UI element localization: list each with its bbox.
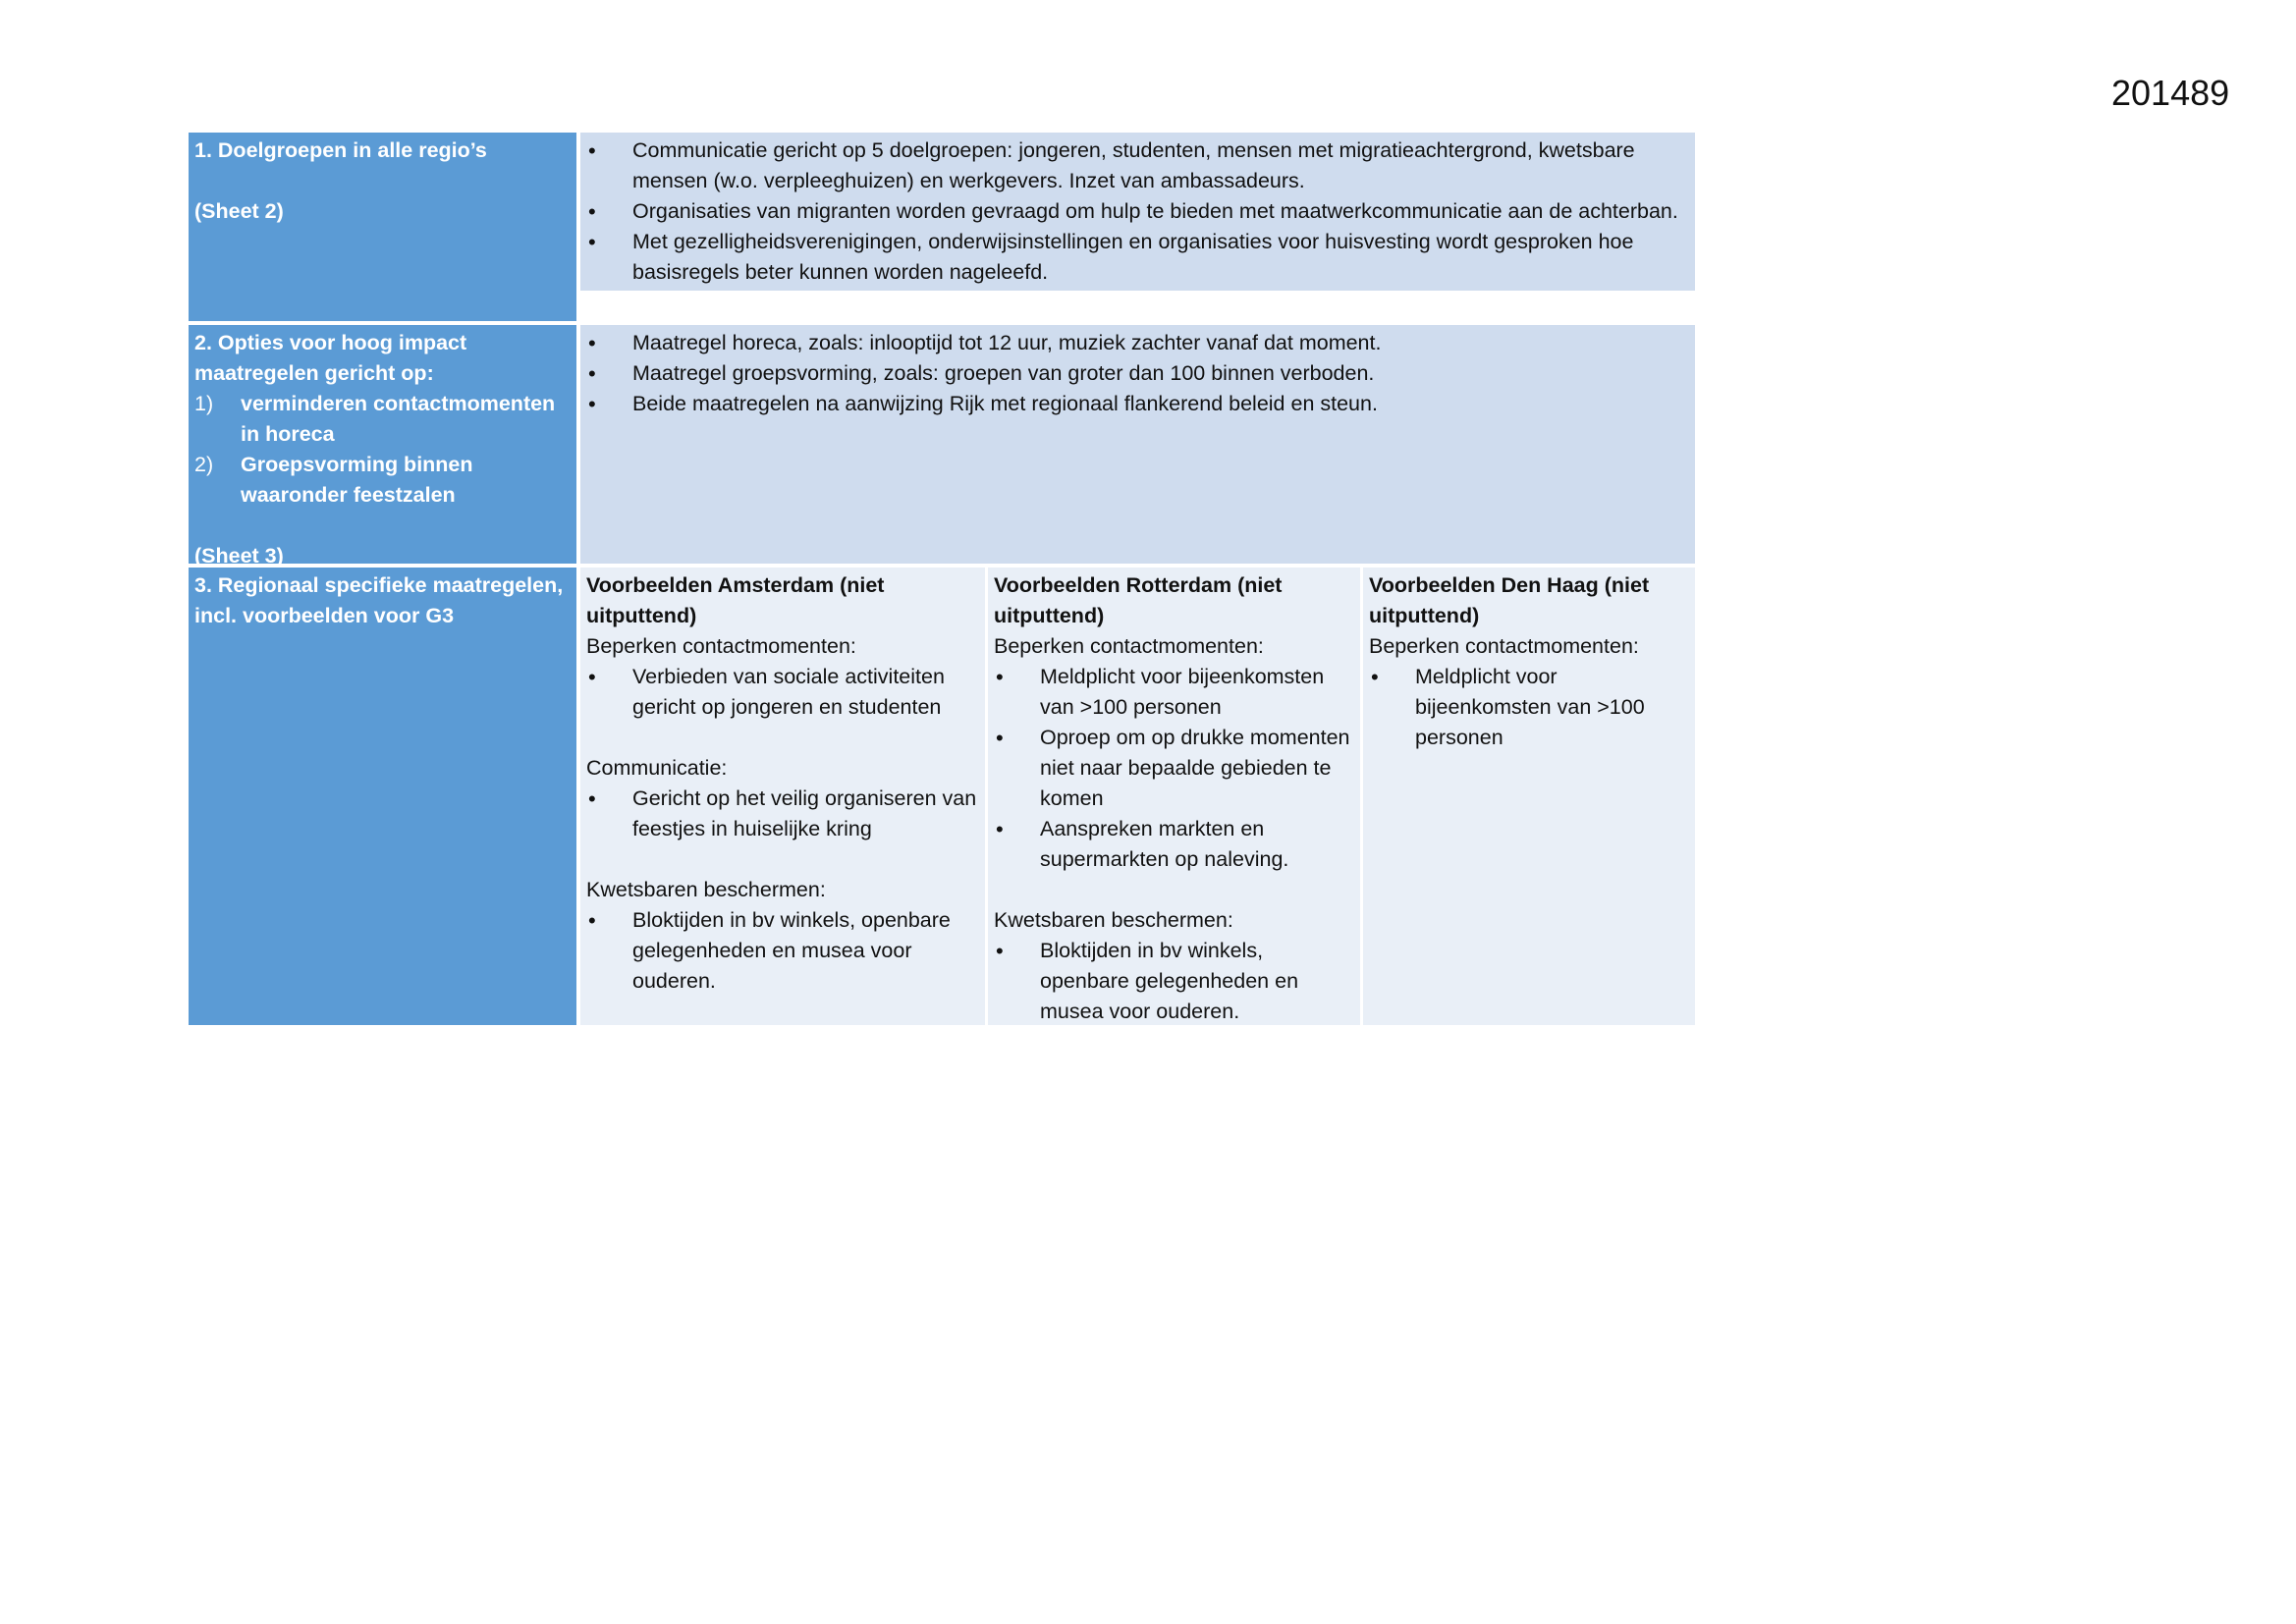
item-text: verminderen contactmomenten in horeca — [241, 392, 556, 446]
list-item: • Verbieden van sociale activiteiten gericht op jongeren en studenten — [586, 662, 979, 723]
list-item: • Aanspreken markten en supermarkten op naleving. — [994, 814, 1354, 875]
row-header-title: 3. Regionaal specifieke maatregelen, incl. voorbeelden voor G3 — [194, 573, 564, 627]
sheet-reference: (Sheet 3) — [194, 544, 284, 568]
section-label: Beperken contactmomenten: — [1369, 634, 1639, 658]
list-item: • Communicatie gericht op 5 doelgroepen: jongeren, studenten, mensen met migratieachtergrond, kwetsbare mensen (w.o. verpleeghuizen) en werkgevers. Inzet van ambassadeurs. — [586, 135, 1689, 196]
row-content — [580, 325, 1695, 564]
item-number: 1) — [194, 392, 214, 415]
section-label: Kwetsbaren beschermen: — [994, 908, 1233, 932]
bullet-list — [586, 135, 1689, 288]
list-item — [194, 389, 571, 450]
bullet-list — [586, 662, 979, 723]
bullet-list — [586, 328, 1689, 419]
table-row-doelgroepen — [189, 133, 1695, 321]
list-item: • Bloktijden in bv winkels, openbare gelegenheden en musea voor ouderen. — [586, 905, 979, 997]
column-amsterdam — [580, 568, 985, 1025]
list-item: • Maatregel groepsvorming, zoals: groepen van groter dan 100 binnen verboden. — [586, 358, 1689, 389]
bullet-list — [994, 662, 1354, 875]
document-number: 201489 — [2111, 73, 2230, 113]
list-item: • Met gezelligheidsverenigingen, onderwijsinstellingen en organisaties voor huisvesting wordt gesproken hoe basisregels beter kunnen worden nageleefd. — [586, 227, 1689, 288]
row-header-title: 1. Doelgroepen in alle regio’s — [194, 138, 487, 162]
table-row-hoog-impact — [189, 325, 1695, 568]
bullet-list — [1369, 662, 1689, 753]
list-item: • Meldplicht voor bijeenkomsten van >100 personen — [994, 662, 1354, 723]
numbered-list — [194, 389, 571, 511]
list-item: • Meldplicht voor bijeenkomsten van >100 personen — [1369, 662, 1689, 753]
list-item — [194, 450, 571, 511]
row-header-title: 2. Opties voor hoog impact maatregelen gericht op: — [194, 331, 467, 385]
sheet-reference: (Sheet 2) — [194, 199, 284, 223]
list-item: • Oproep om op drukke momenten niet naar bepaalde gebieden te komen — [994, 723, 1354, 814]
measures-table — [189, 133, 1695, 1025]
list-item: • Bloktijden in bv winkels, openbare gelegenheden en musea voor ouderen. — [994, 936, 1354, 1027]
table-row-regionaal — [189, 568, 1695, 1025]
list-item: • Organisaties van migranten worden gevraagd om hulp te bieden met maatwerkcommunicatie aan de achterban. — [586, 196, 1689, 227]
list-item: • Beide maatregelen na aanwijzing Rijk met regionaal flankerend beleid en steun. — [586, 389, 1689, 419]
bullet-list — [994, 936, 1354, 1027]
bullet-list — [586, 905, 979, 997]
row-header — [189, 133, 576, 321]
row-content — [580, 133, 1695, 291]
section-label: Beperken contactmomenten: — [586, 634, 856, 658]
column-title: Voorbeelden Den Haag (niet uitputtend) — [1369, 573, 1650, 627]
list-item: • Gericht op het veilig organiseren van feestjes in huiselijke kring — [586, 784, 979, 844]
section-label: Communicatie: — [586, 756, 728, 780]
column-title: Voorbeelden Amsterdam (niet uitputtend) — [586, 573, 885, 627]
column-den-haag — [1363, 568, 1695, 1025]
row-content — [580, 568, 1695, 1025]
section-label: Beperken contactmomenten: — [994, 634, 1264, 658]
bullet-list — [586, 784, 979, 844]
item-number: 2) — [194, 453, 214, 476]
column-title: Voorbeelden Rotterdam (niet uitputtend) — [994, 573, 1283, 627]
column-rotterdam — [988, 568, 1360, 1025]
list-item: • Maatregel horeca, zoals: inlooptijd tot 12 uur, muziek zachter vanaf dat moment. — [586, 328, 1689, 358]
item-text: Groepsvorming binnen waaronder feestzalen — [241, 453, 473, 507]
row-header — [189, 568, 576, 1025]
row-header — [189, 325, 576, 568]
section-label: Kwetsbaren beschermen: — [586, 878, 826, 901]
